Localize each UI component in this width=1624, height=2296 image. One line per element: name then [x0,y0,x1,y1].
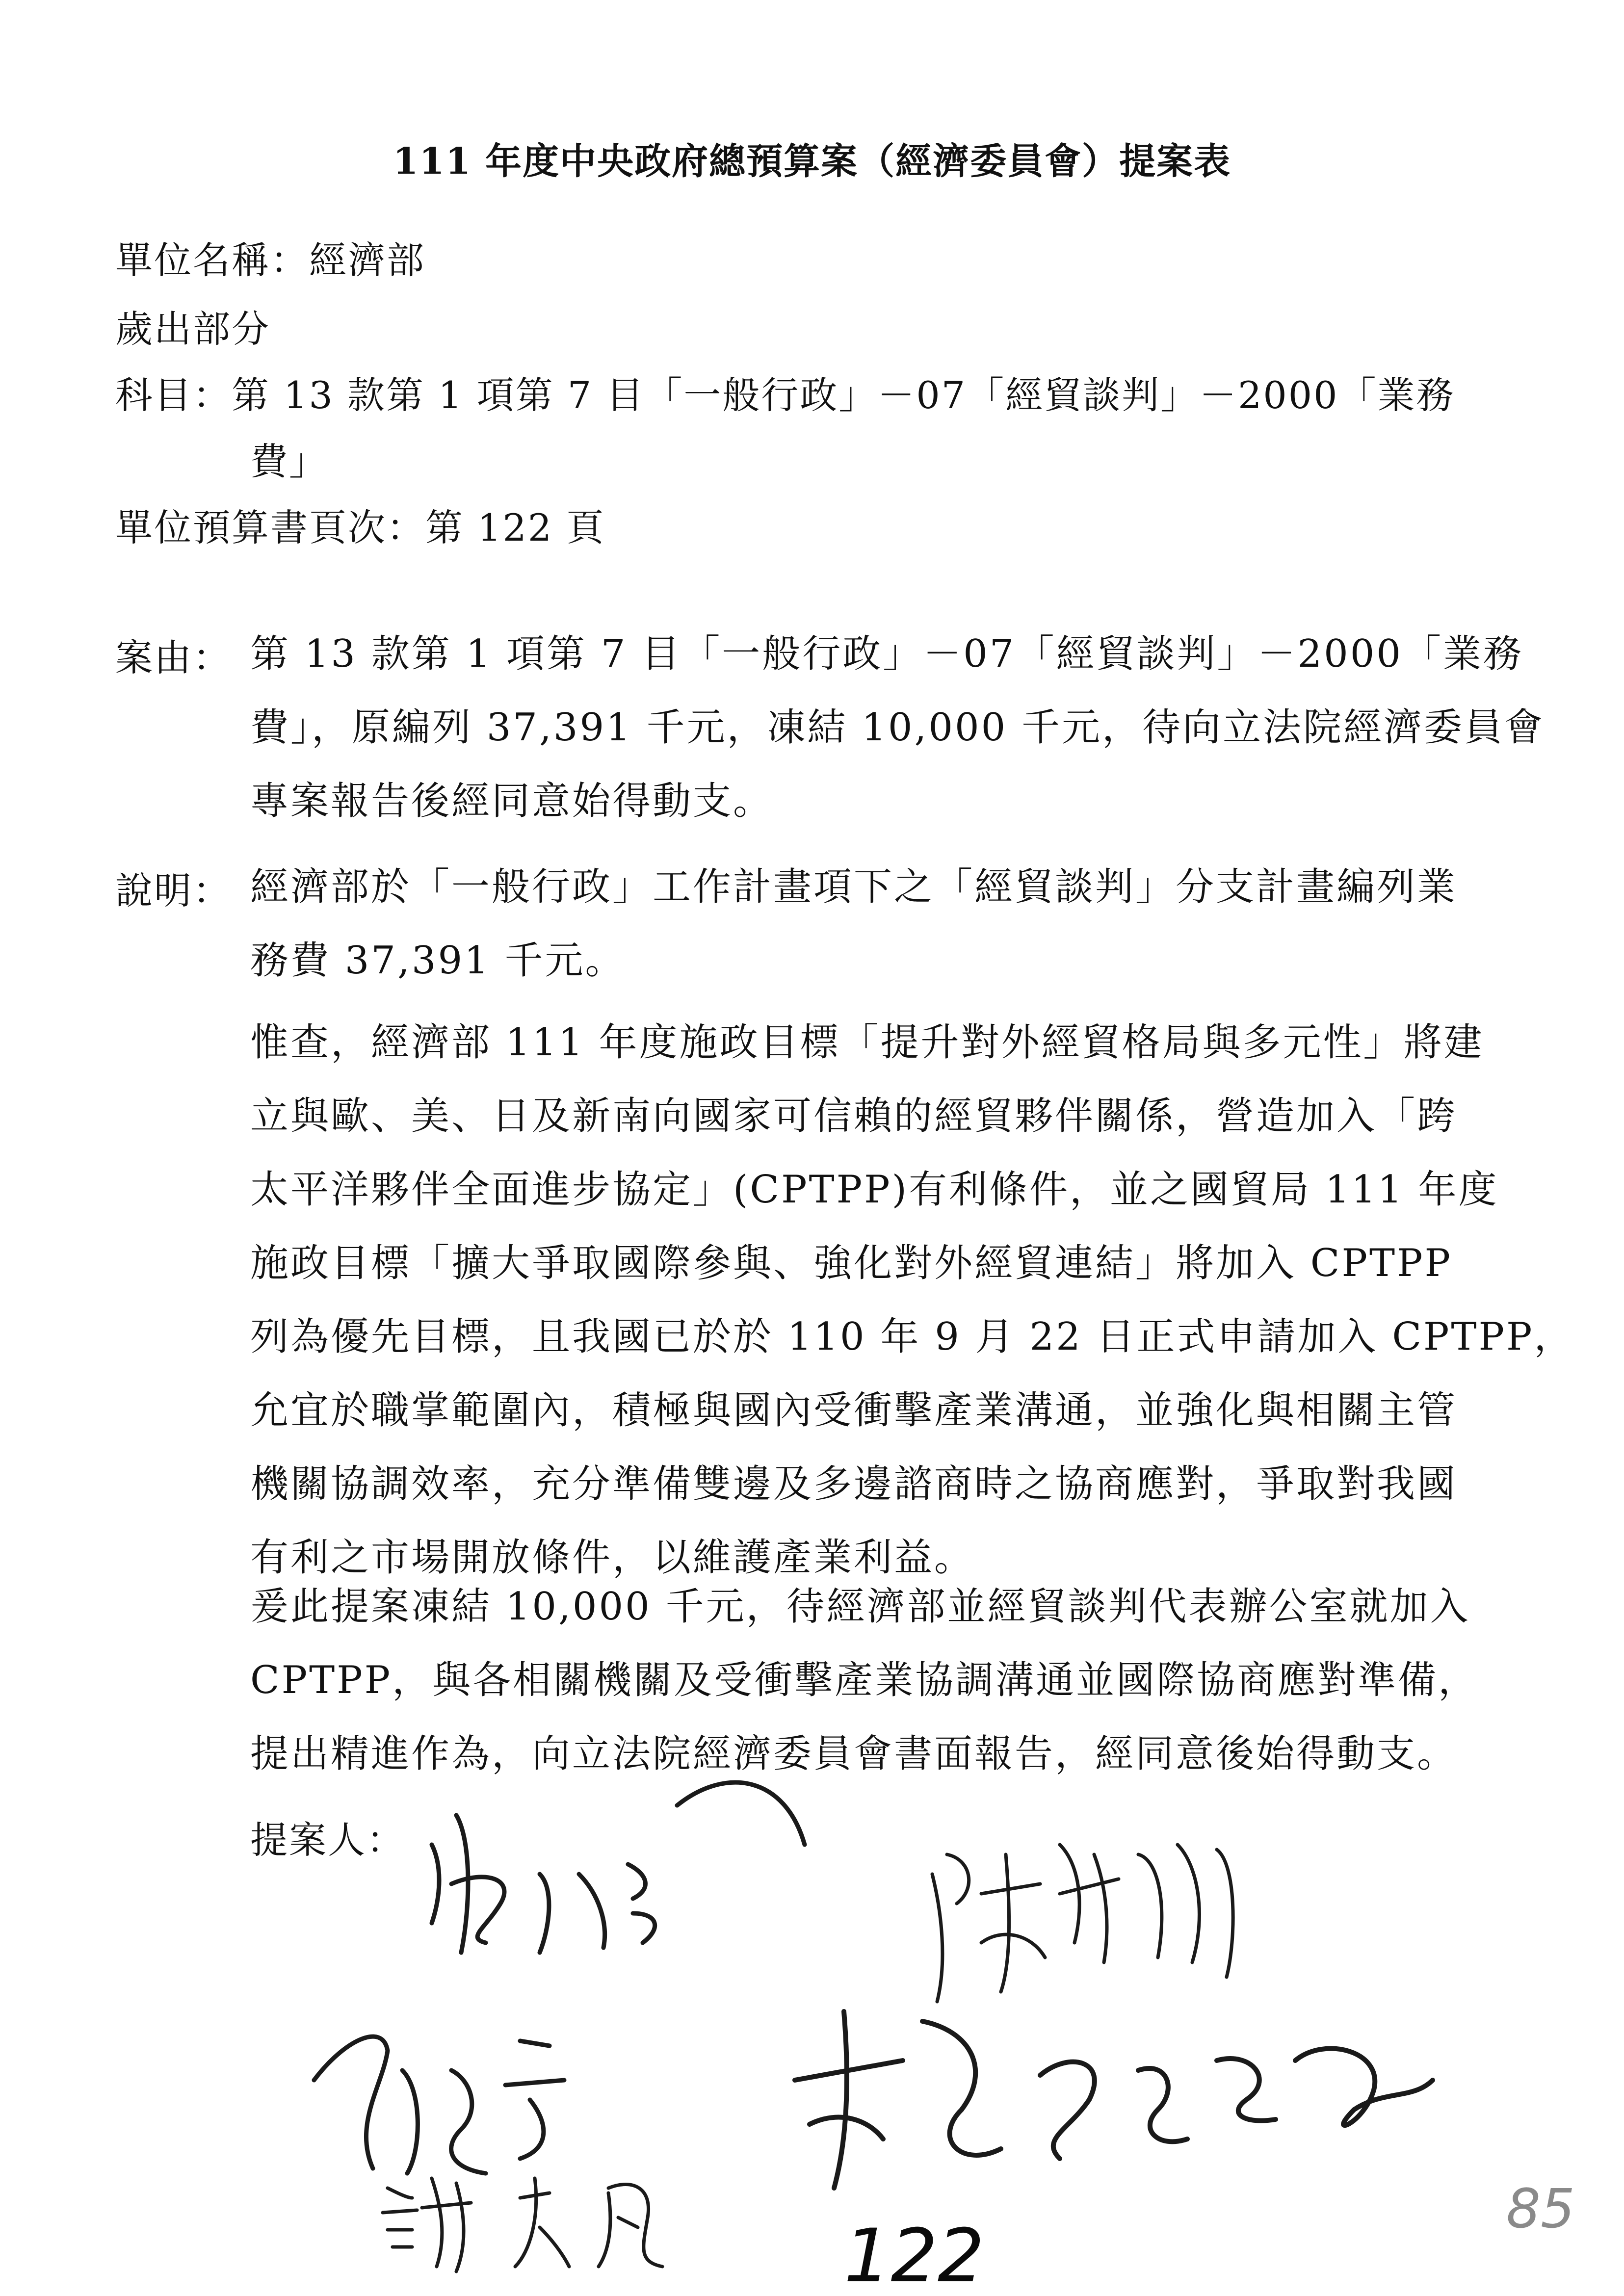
explanation-line: 惟查，經濟部 111 年度施政目標「提升對外經貿格局與多元性」將建 [250,1020,1484,1065]
explanation-line: 列為優先目標，且我國已於於 110 年 9 月 22 日正式申請加入 CPTPP， [250,1315,1574,1359]
explanation-para-3 [250,1570,1478,1791]
signature-1 [432,1782,805,1953]
explanation-label: 說明： [115,869,232,913]
explanation-line: 允宜於職掌範圍內，積極與國內受衝擊產業溝通，並強化與相關主管 [250,1388,1458,1433]
case-text [250,617,1545,838]
subject-line-1 [115,365,1455,419]
proposer-label: 提案人： [250,1818,405,1862]
pencil-page-number-text: 85 [1506,2177,1575,2240]
case-line: 費」，原編列 37,391 千元，凍結 10,000 千元，待向立法院經濟委員會 [250,705,1545,750]
signature-4 [795,2011,1433,2188]
explanation-line: 機關協調效率，充分準備雙邊及多邊諮商時之協商應對，爭取對我國 [250,1462,1458,1506]
section-line: 歲出部分 [115,307,270,351]
explanation-line: 爰此提案凍結 10,000 千元，待經濟部並經貿談判代表辦公室就加入 [250,1585,1470,1629]
explanation-para-2 [250,1006,1574,1594]
explanation-para-1 [250,850,1457,997]
pencil-page-number [1506,2177,1575,2240]
explanation-line: 務費 37,391 千元。 [250,939,626,983]
case-line: 第 13 款第 1 項第 7 目「一般行政」－07「經貿談判」－2000「業務 [250,632,1524,676]
signature-3 [314,2036,564,2173]
case-line: 專案報告後經同意始得動支。 [250,779,774,823]
signature-5 [383,2178,662,2271]
explanation-line: 經濟部於「一般行政」工作計畫項下之「經貿談判」分支計畫編列業 [250,865,1458,909]
page-title: 111 年度中央政府總預算案（經濟委員會）提案表 [393,140,1231,183]
handwritten-page-number-text: 122 [844,2214,985,2296]
budget-page-reference: 單位預算書頁次：第 122 頁 [115,506,605,549]
explanation-line: CPTPP，與各相關機關及受衝擊產業協調溝通並國際協商應對準備， [250,1658,1479,1702]
explanation-line: 提出精進作為，向立法院經濟委員會書面報告，經同意後始得動支。 [250,1732,1458,1776]
explanation-line: 有利之市場開放條件，以維護產業利益。 [250,1536,975,1580]
case-label: 案由： [115,636,232,679]
explanation-line: 立與歐、美、日及新南向國家可信賴的經貿夥伴關係，營造加入「跨 [250,1094,1458,1138]
explanation-line: 太平洋夥伴全面進步協定」(CPTPP)有利條件，並之國貿局 111 年度 [250,1168,1499,1212]
signature-2 [932,1845,1233,2002]
subject-text-1: 第 13 款第 1 項第 7 目「一般行政」－07「經貿談判」－2000「業務 [232,373,1455,417]
subject-label: 科目： [115,373,232,417]
subject-line-2: 費」 [250,440,328,483]
unit-name-line: 單位名稱：經濟部 [115,238,425,282]
explanation-line: 施政目標「擴大爭取國際參與、強化對外經貿連結」將加入 CPTPP [250,1241,1452,1285]
handwritten-page-number [844,2214,984,2296]
